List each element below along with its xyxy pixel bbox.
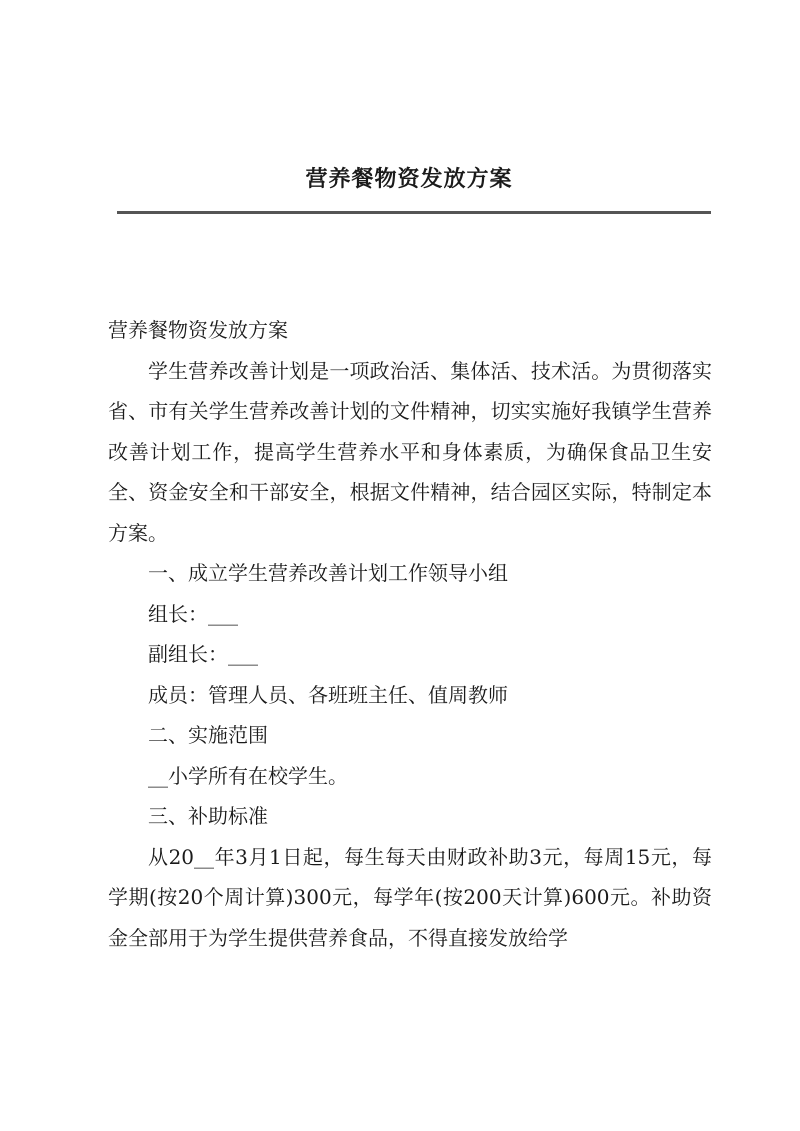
- members-line: 成员：管理人员、各班班主任、值周教师: [148, 682, 508, 707]
- section-2-title: 二、实施范围: [148, 723, 268, 747]
- deputy-leader-line: 副组长：___: [148, 642, 258, 666]
- body-heading: 营养餐物资发放方案: [108, 318, 288, 342]
- section-3-title: 三、补助标准: [148, 804, 268, 828]
- section-1-title: 一、成立学生营养改善计划工作领导小组: [148, 561, 508, 585]
- intro-paragraph: 学生营养改善计划是一项政治活、集体活、技术活。为贯彻落实省、市有关学生营养改善计划的文件精神，切实实施好我镇学生营养改善计划工作，提高学生营养水平和身体素质，为确保食品卫生安全、资金安全和干部安全，根据文件精神，结合园区实际，特制定本方案。: [108, 358, 712, 545]
- subsidy-paragraph: 从20__年3月1日起，每生每天由财政补助3元，每周15元，每学期(按20个周计算)300元，每学年(按200天计算)600元。补助资金全部用于为学生提供营养食品，不得直接发放给学: [108, 844, 712, 950]
- document-title: 营养餐物资发放方案: [305, 166, 513, 192]
- scope-line: __小学所有在校学生。: [148, 763, 348, 788]
- document-body: [108, 310, 712, 958]
- leader-line: 组长：___: [148, 601, 238, 626]
- title-divider: [117, 211, 711, 214]
